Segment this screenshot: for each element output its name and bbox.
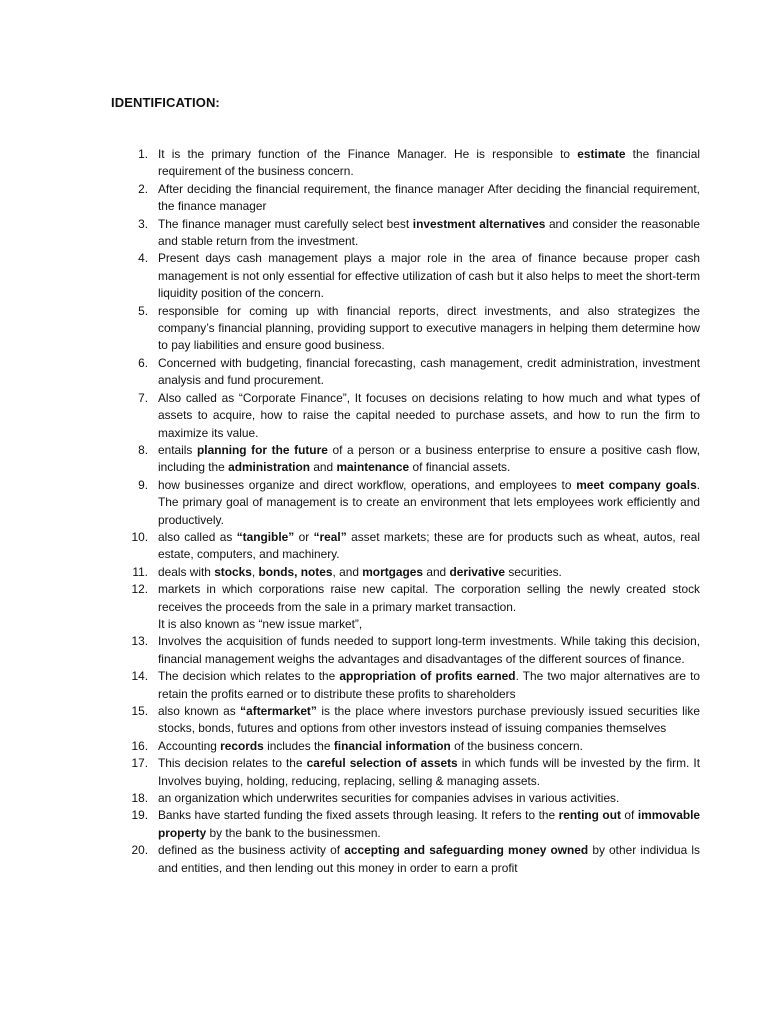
item-text: is the place where investors purchase previously issued securities like stocks, bonds, futures and options from other investors instead of issuing companies themselves [158,704,700,736]
list-item [112,581,700,633]
item-text: and [310,460,337,475]
item-text: Involves the acquisition of funds needed to support long-term investments. While taking this decision, financial management weighs the advantages and disadvantages of the different sources of finance. [158,634,700,666]
list-item [112,442,700,477]
item-text: the financial requirement of the business concern. [158,147,701,179]
item-text: defined as the business activity of [158,843,345,858]
item-number: 20. [131,843,148,858]
item-text: and [423,564,450,579]
item-text: by other individua ls and entities, and then lending out this money in order to earn a profit [158,843,700,875]
item-text: Concerned with budgeting, financial forecasting, cash management, credit administration, investment analysis and fund procurement. [158,355,700,388]
item-bold-text: mortgages [362,564,424,579]
item-text: After deciding the financial requirement, the finance manager After deciding the financial requirement, the finance manager [158,181,700,214]
item-text: how businesses organize and direct workflow, operations, and employees to [158,477,577,492]
item-text: entails [158,442,198,457]
item-number: 16. [131,738,148,753]
list-item [112,216,700,251]
item-bold-text: accepting and safeguarding money owned [344,843,589,858]
item-bold-text: financial information [333,738,451,753]
item-number: 9. [138,477,148,492]
item-number: 10. [131,529,148,544]
item-number: 3. [138,216,148,231]
item-text: It is the primary function of the Finance Manager. He is responsible to [158,147,578,161]
list-item [112,633,700,668]
item-bold-text: derivative [449,564,506,579]
item-number: 11. [132,564,148,579]
item-bold-text: renting out [558,808,621,823]
list-item [112,146,700,181]
list-item [112,181,700,216]
item-bold-text: immovable property [158,808,700,840]
item-text: Banks have started funding the fixed assets through leasing. It refers to the [158,808,559,823]
item-text: responsible for coming up with financial reports, direct investments, and also strategizes the company’s financial planning, providing support to executive managers in helping them determine how to pay liabilities and ensure good business. [158,303,700,353]
list-item [112,529,700,564]
item-text: . The primary goal of management is to create an environment that lets employees work efficiently and productively. [158,477,700,527]
item-number: 18. [131,791,148,806]
item-text: Present days cash management plays a major role in the area of finance because proper cash management is not only essential for effective utilization of cash but it also helps to meet the short-term liquidity position of the concern. [158,251,700,301]
item-text: Also called as “Corporate Finance”, It focuses on decisions relating to how much and what types of assets to acquire, how to raise the capital needed to purchase assets, and how to run the firm to maximize its value. [158,390,700,440]
document-heading: IDENTIFICATION: [111,95,220,110]
item-number: 4. [138,251,148,266]
item-bold-text: bonds, notes [258,564,333,579]
list-item [112,703,700,738]
item-text: , and [332,564,363,579]
list-item [112,738,700,755]
item-bold-text: meet company goals [576,477,697,492]
item-text: securities. [505,564,562,579]
list-item [112,564,700,581]
item-text: also called as [158,529,237,544]
list-item [112,390,700,442]
list-item [112,250,700,302]
item-text: and consider the reasonable and stable return from the investment. [158,216,701,249]
item-text: of the business concern. [450,738,583,753]
identification-list [112,146,700,877]
list-item [112,303,700,355]
item-text: , [251,564,259,579]
item-bold-text: investment alternatives [412,216,546,231]
item-bold-text: stocks [214,564,252,579]
list-item [112,355,700,390]
item-text: also known as [158,704,241,718]
item-number: 8. [138,442,148,457]
list-item [112,842,700,877]
item-text: by the bank to the businessmen. [206,825,381,840]
item-number: 2. [138,181,148,196]
item-text: The decision which relates to the [158,669,340,684]
list-item [112,477,700,529]
item-number: 17. [131,756,148,771]
item-bold-text: careful selection of assets [306,756,458,771]
item-bold-text: “real” [313,529,347,544]
list-item [112,668,700,703]
item-bold-text: estimate [577,147,626,161]
item-text: The finance manager must carefully select best [158,216,413,231]
list-item [112,790,700,807]
item-text: of [620,808,638,823]
list-item [112,807,700,842]
item-text: deals with [158,564,215,579]
item-number: 19. [131,808,148,823]
item-bold-text: records [220,738,264,753]
item-bold-text: appropriation of profits earned [339,669,516,684]
item-bold-text: maintenance [336,460,410,475]
list-item [112,755,700,790]
item-number: 13. [131,634,148,649]
item-text: markets in which corporations raise new capital. The corporation selling the newly created stock receives the proceeds from the sale in a primary market transaction. [158,582,700,614]
item-bold-text: “aftermarket” [240,704,317,718]
item-text: Accounting [158,738,221,753]
item-number: 14. [131,669,148,684]
item-number: 15. [131,704,148,718]
item-text: . The two major alternatives are to retain the profits earned or to distribute these profits to shareholders [158,669,701,701]
item-text: includes the [263,738,334,753]
item-bold-text: “tangible” [236,529,295,544]
item-number: 12. [131,582,148,597]
item-text: It is also known as “new issue market”, [158,616,363,631]
item-number: 7. [138,390,148,405]
item-text: asset markets; these are for products such as wheat, autos, real estate, computers, and machinery. [158,529,700,562]
item-text: of a person or a business enterprise to ensure a positive cash flow, including the [158,442,701,475]
item-text: or [294,529,314,544]
item-text: of financial assets. [409,460,511,475]
item-number: 6. [138,355,148,370]
item-number: 5. [138,303,148,318]
item-bold-text: administration [228,460,311,475]
item-text: This decision relates to the [158,756,307,771]
item-text: an organization which underwrites securities for companies advises in various activities. [158,791,620,806]
item-bold-text: planning for the future [197,442,328,457]
item-text: in which funds will be invested by the firm. It Involves buying, holding, reducing, replacing, selling & managing assets. [158,756,701,788]
item-number: 1. [138,147,148,161]
